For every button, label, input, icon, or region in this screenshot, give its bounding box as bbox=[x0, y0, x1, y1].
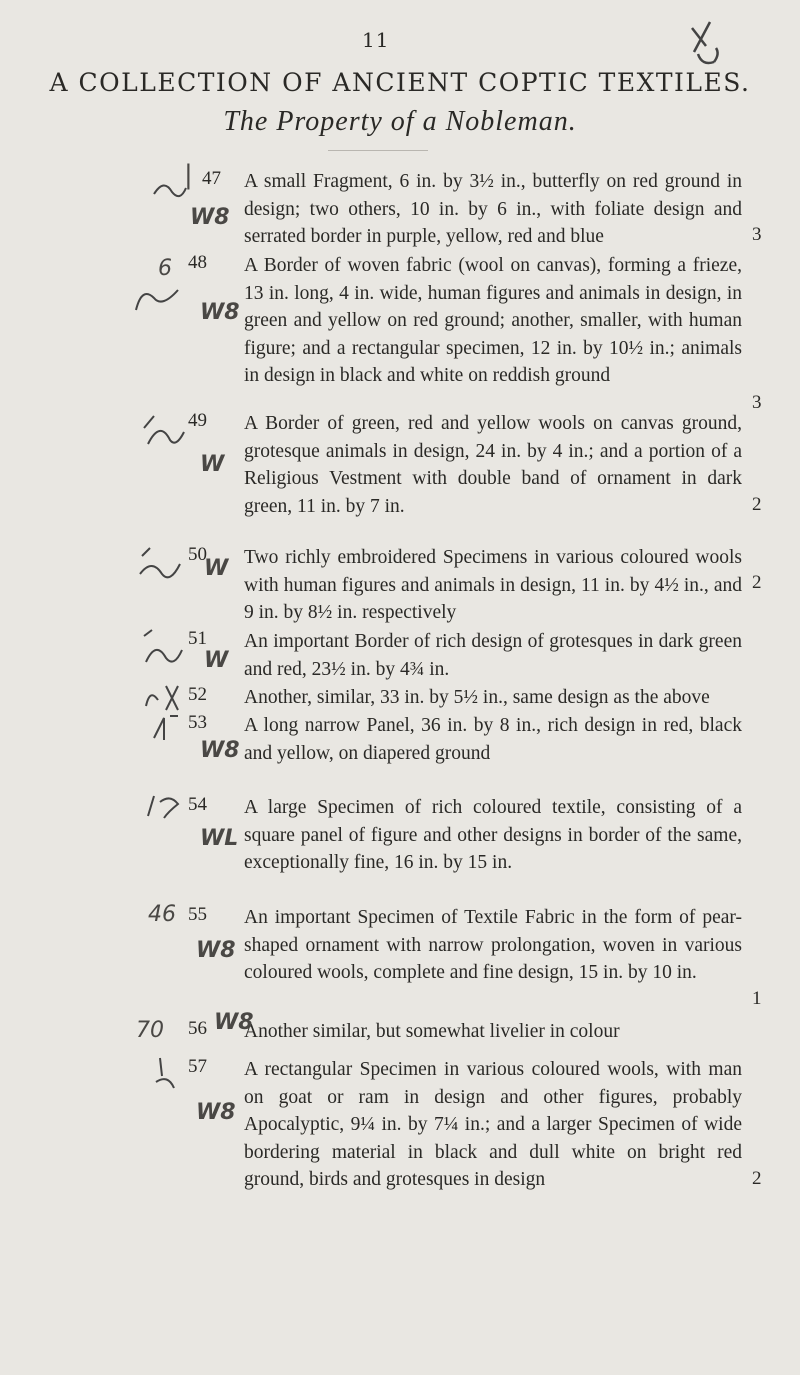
lot-number: 52 bbox=[188, 684, 207, 705]
pencil-scrawl-icon bbox=[150, 1052, 190, 1102]
price-mark: 6 bbox=[158, 256, 172, 281]
buyer-mark: W8 bbox=[200, 300, 240, 325]
pencil-scrawl-icon bbox=[150, 170, 190, 210]
pencil-scrawl-icon bbox=[132, 280, 184, 320]
lot-quantity: 2 bbox=[752, 494, 762, 515]
buyer-mark: W bbox=[200, 452, 225, 477]
lot-quantity: 2 bbox=[752, 572, 762, 593]
lot-description: Two richly embroidered Specimens in various coloured wools with human figures and animals in design, 11 in. by 4½ in., and 9 in. by 8½ in. respectively bbox=[244, 547, 742, 623]
buyer-mark: W8 bbox=[196, 938, 236, 963]
lot-description: Another, similar, 33 in. by 5½ in., same design as the above bbox=[244, 687, 710, 708]
buyer-mark: W8 bbox=[196, 1100, 236, 1125]
lot-description: A Border of woven fabric (wool on canvas), forming a frieze, 13 in. long, 4 in. wide, human figures and animals in design, in green and yellow on red ground; another, smaller, with human figure; and a rectangular specimen, 12 in. by 10½ in.; animals in design in black and white on reddish ground bbox=[244, 255, 742, 386]
lot-number: 57 bbox=[188, 1056, 207, 1077]
lot-quantity: 3 bbox=[752, 224, 762, 245]
pencil-scrawl-icon bbox=[136, 544, 186, 588]
pencil-scrawl-icon bbox=[150, 712, 186, 752]
lot-number: 50 bbox=[188, 544, 207, 565]
buyer-mark: W8 bbox=[200, 738, 240, 763]
lot-quantity: 2 bbox=[752, 1168, 762, 1189]
price-mark: 46 bbox=[148, 902, 176, 927]
lot-description: A small Fragment, 6 in. by 3½ in., butterfly on red ground in design; two others, 10 in. by 6 in., with foliate design and serrated border in purple, yellow, red and blue bbox=[244, 171, 742, 247]
buyer-mark: W bbox=[204, 556, 229, 581]
lot-quantity: 3 bbox=[752, 392, 762, 413]
lot-number: 48 bbox=[188, 252, 207, 273]
lot-description: An important Border of rich design of grotesques in dark green and red, 23½ in. by 4¾ in. bbox=[244, 631, 742, 680]
buyer-mark: W bbox=[204, 648, 229, 673]
buyer-mark: W8 bbox=[214, 1010, 254, 1035]
lot-number: 51 bbox=[188, 628, 207, 649]
buyer-mark: W8 bbox=[190, 205, 230, 230]
lot-number: 47 bbox=[202, 168, 221, 189]
pencil-scrawl-icon bbox=[140, 410, 190, 454]
lot-description: A rectangular Specimen in various coloured wools, with man on goat or ram in design and other figures, probably Apocalyptic, 9¼ in. by 7¼ in.; and a larger Specimen of wide bordering material in black and dull white on bright red ground, birds and grotesques in design bbox=[244, 1059, 742, 1190]
lot-number: 54 bbox=[188, 794, 207, 815]
lot-quantity: 1 bbox=[752, 988, 762, 1009]
lot-number: 49 bbox=[188, 410, 207, 431]
price-mark: 70 bbox=[136, 1018, 164, 1043]
pencil-scrawl-icon bbox=[144, 792, 186, 822]
pencil-scrawl-icon bbox=[138, 626, 188, 672]
lot-description: An important Specimen of Textile Fabric in the form of pear-shaped ornament with narrow prolongation, woven in various coloured wools, complete and fine design, 15 in. by 10 in. bbox=[244, 907, 742, 983]
catalogue-subtitle: The Property of a Nobleman. bbox=[223, 106, 577, 137]
lot-description: A Border of green, red and yellow wools on canvas ground, grotesque animals in design, 24 in. by 4 in.; and a portion of a Religious Vestment with double band of ornament in dark green, 11 in. by 7 in. bbox=[244, 413, 742, 517]
lot-description: Another similar, but somewhat livelier in colour bbox=[244, 1021, 620, 1042]
lot-description: A large Specimen of rich coloured textile, consisting of a square panel of figure and other designs in border of the same, exceptionally fine, 16 in. by 15 in. bbox=[244, 797, 742, 873]
lot-description: A long narrow Panel, 36 in. by 8 in., rich design in red, black and yellow, on diapered ground bbox=[244, 715, 742, 764]
lot-number: 55 bbox=[188, 904, 207, 925]
divider bbox=[328, 150, 428, 151]
pencil-scrawl-icon bbox=[140, 680, 190, 716]
page-number: 11 bbox=[362, 28, 390, 52]
buyer-mark: WL bbox=[200, 826, 239, 851]
lot-number: 53 bbox=[188, 712, 207, 733]
handwritten-bracket: | bbox=[184, 160, 193, 190]
catalogue-title: A COLLECTION OF ANCIENT COPTIC TEXTILES. bbox=[49, 68, 751, 97]
lot-number: 56 bbox=[188, 1018, 207, 1039]
